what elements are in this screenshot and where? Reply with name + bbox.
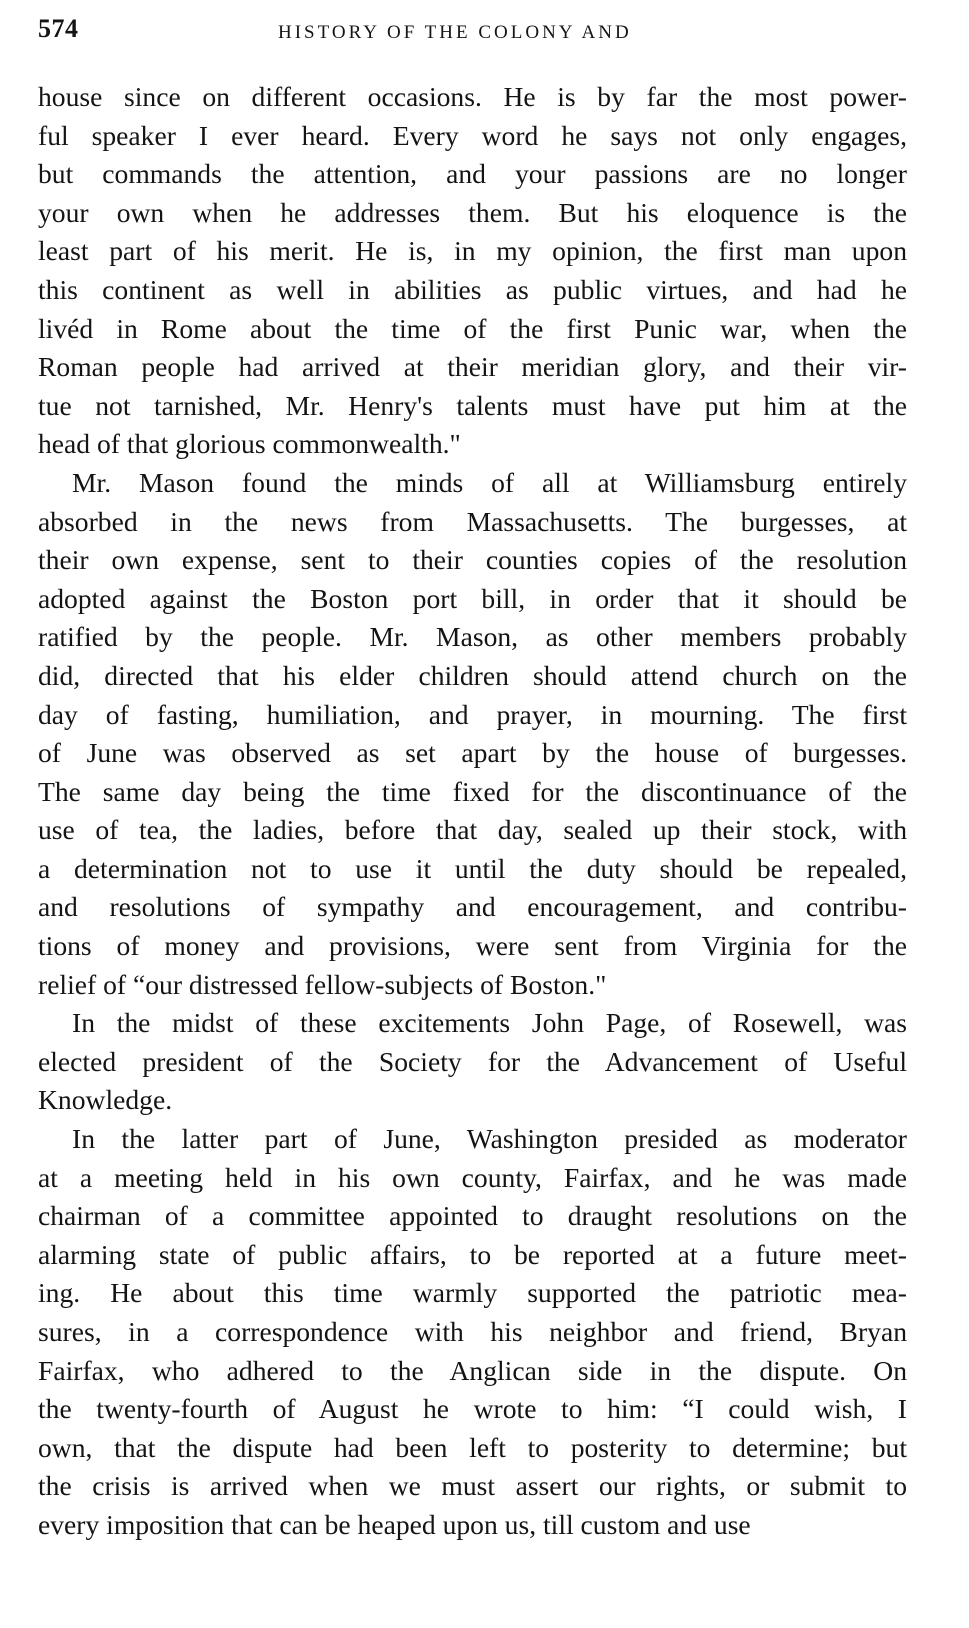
text-line: a determination not to use it until the duty should be repealed, bbox=[38, 852, 907, 884]
text-line: relief of “our distressed fellow-subjects of Boston." bbox=[38, 968, 607, 1000]
text-line: elected president of the Society for the Advancement of Useful bbox=[38, 1045, 907, 1077]
text-line: every imposition that can be heaped upon us, till custom and use bbox=[38, 1508, 751, 1540]
text-line: In the midst of these excitements John Page, of Rosewell, was bbox=[72, 1007, 907, 1039]
text-line: but commands the attention, and your passions are no longer bbox=[38, 158, 907, 190]
text-line: ratified by the people. Mr. Mason, as other members probably bbox=[38, 621, 907, 653]
text-line: the twenty-fourth of August he wrote to him: “I could wish, I bbox=[38, 1393, 907, 1425]
running-head bbox=[38, 14, 909, 54]
text-line: Fairfax, who adhered to the Anglican side in the dispute. On bbox=[38, 1354, 907, 1386]
text-line: head of that glorious commonwealth." bbox=[38, 428, 461, 460]
text-line: livéd in Rome about the time of the first Punic war, when the bbox=[38, 312, 907, 344]
running-title: HISTORY OF THE COLONY AND bbox=[278, 22, 632, 43]
body-text bbox=[38, 78, 907, 1545]
text-line: tue not tarnished, Mr. Henry's talents must have put him at the bbox=[38, 389, 907, 421]
text-line: own, that the dispute had been left to posterity to determine; but bbox=[38, 1431, 907, 1463]
text-line: Mr. Mason found the minds of all at Williamsburg entirely bbox=[72, 466, 907, 498]
text-line: least part of his merit. He is, in my opinion, the first man upon bbox=[38, 235, 907, 267]
text-line: their own expense, sent to their counties copies of the resolution bbox=[38, 544, 907, 576]
text-line: chairman of a committee appointed to draught resolutions on the bbox=[38, 1200, 907, 1232]
text-line: the crisis is arrived when we must assert our rights, or submit to bbox=[38, 1470, 907, 1502]
paragraph bbox=[38, 464, 907, 1004]
text-line: did, directed that his elder children should attend church on the bbox=[38, 659, 907, 691]
text-line: alarming state of public affairs, to be reported at a future meet- bbox=[38, 1238, 907, 1270]
text-line: adopted against the Boston port bill, in order that it should be bbox=[38, 582, 907, 614]
text-line: this continent as well in abilities as public virtues, and had he bbox=[38, 273, 907, 305]
paragraph bbox=[38, 1120, 907, 1545]
text-line: Roman people had arrived at their meridian glory, and their vir- bbox=[38, 351, 907, 383]
text-line: and resolutions of sympathy and encouragement, and contribu- bbox=[38, 891, 907, 923]
text-line: house since on different occasions. He is by far the most power- bbox=[38, 81, 907, 112]
text-line: Knowledge. bbox=[38, 1084, 173, 1116]
text-line: tions of money and provisions, were sent from Virginia for the bbox=[38, 930, 907, 962]
text-line: day of fasting, humiliation, and prayer, in mourning. The first bbox=[38, 698, 907, 730]
text-line: use of tea, the ladies, before that day, sealed up their stock, with bbox=[38, 814, 907, 846]
text-line: of June was observed as set apart by the house of burgesses. bbox=[38, 737, 907, 769]
paragraph bbox=[38, 78, 907, 464]
paragraph bbox=[38, 1004, 907, 1120]
text-line: absorbed in the news from Massachusetts. The burgesses, at bbox=[38, 505, 907, 537]
text-line: In the latter part of June, Washington presided as moderator bbox=[72, 1123, 907, 1155]
text-line: at a meeting held in his own county, Fairfax, and he was made bbox=[38, 1161, 907, 1193]
text-line: your own when he addresses them. But his eloquence is the bbox=[38, 196, 907, 228]
text-line: ful speaker I ever heard. Every word he says not only engages, bbox=[38, 119, 907, 151]
text-line: The same day being the time fixed for the discontinuance of the bbox=[38, 775, 907, 807]
text-line: ing. He about this time warmly supported the patriotic mea- bbox=[38, 1277, 907, 1309]
page-number: 574 bbox=[38, 14, 79, 43]
text-line: sures, in a correspondence with his neighbor and friend, Bryan bbox=[38, 1316, 907, 1347]
